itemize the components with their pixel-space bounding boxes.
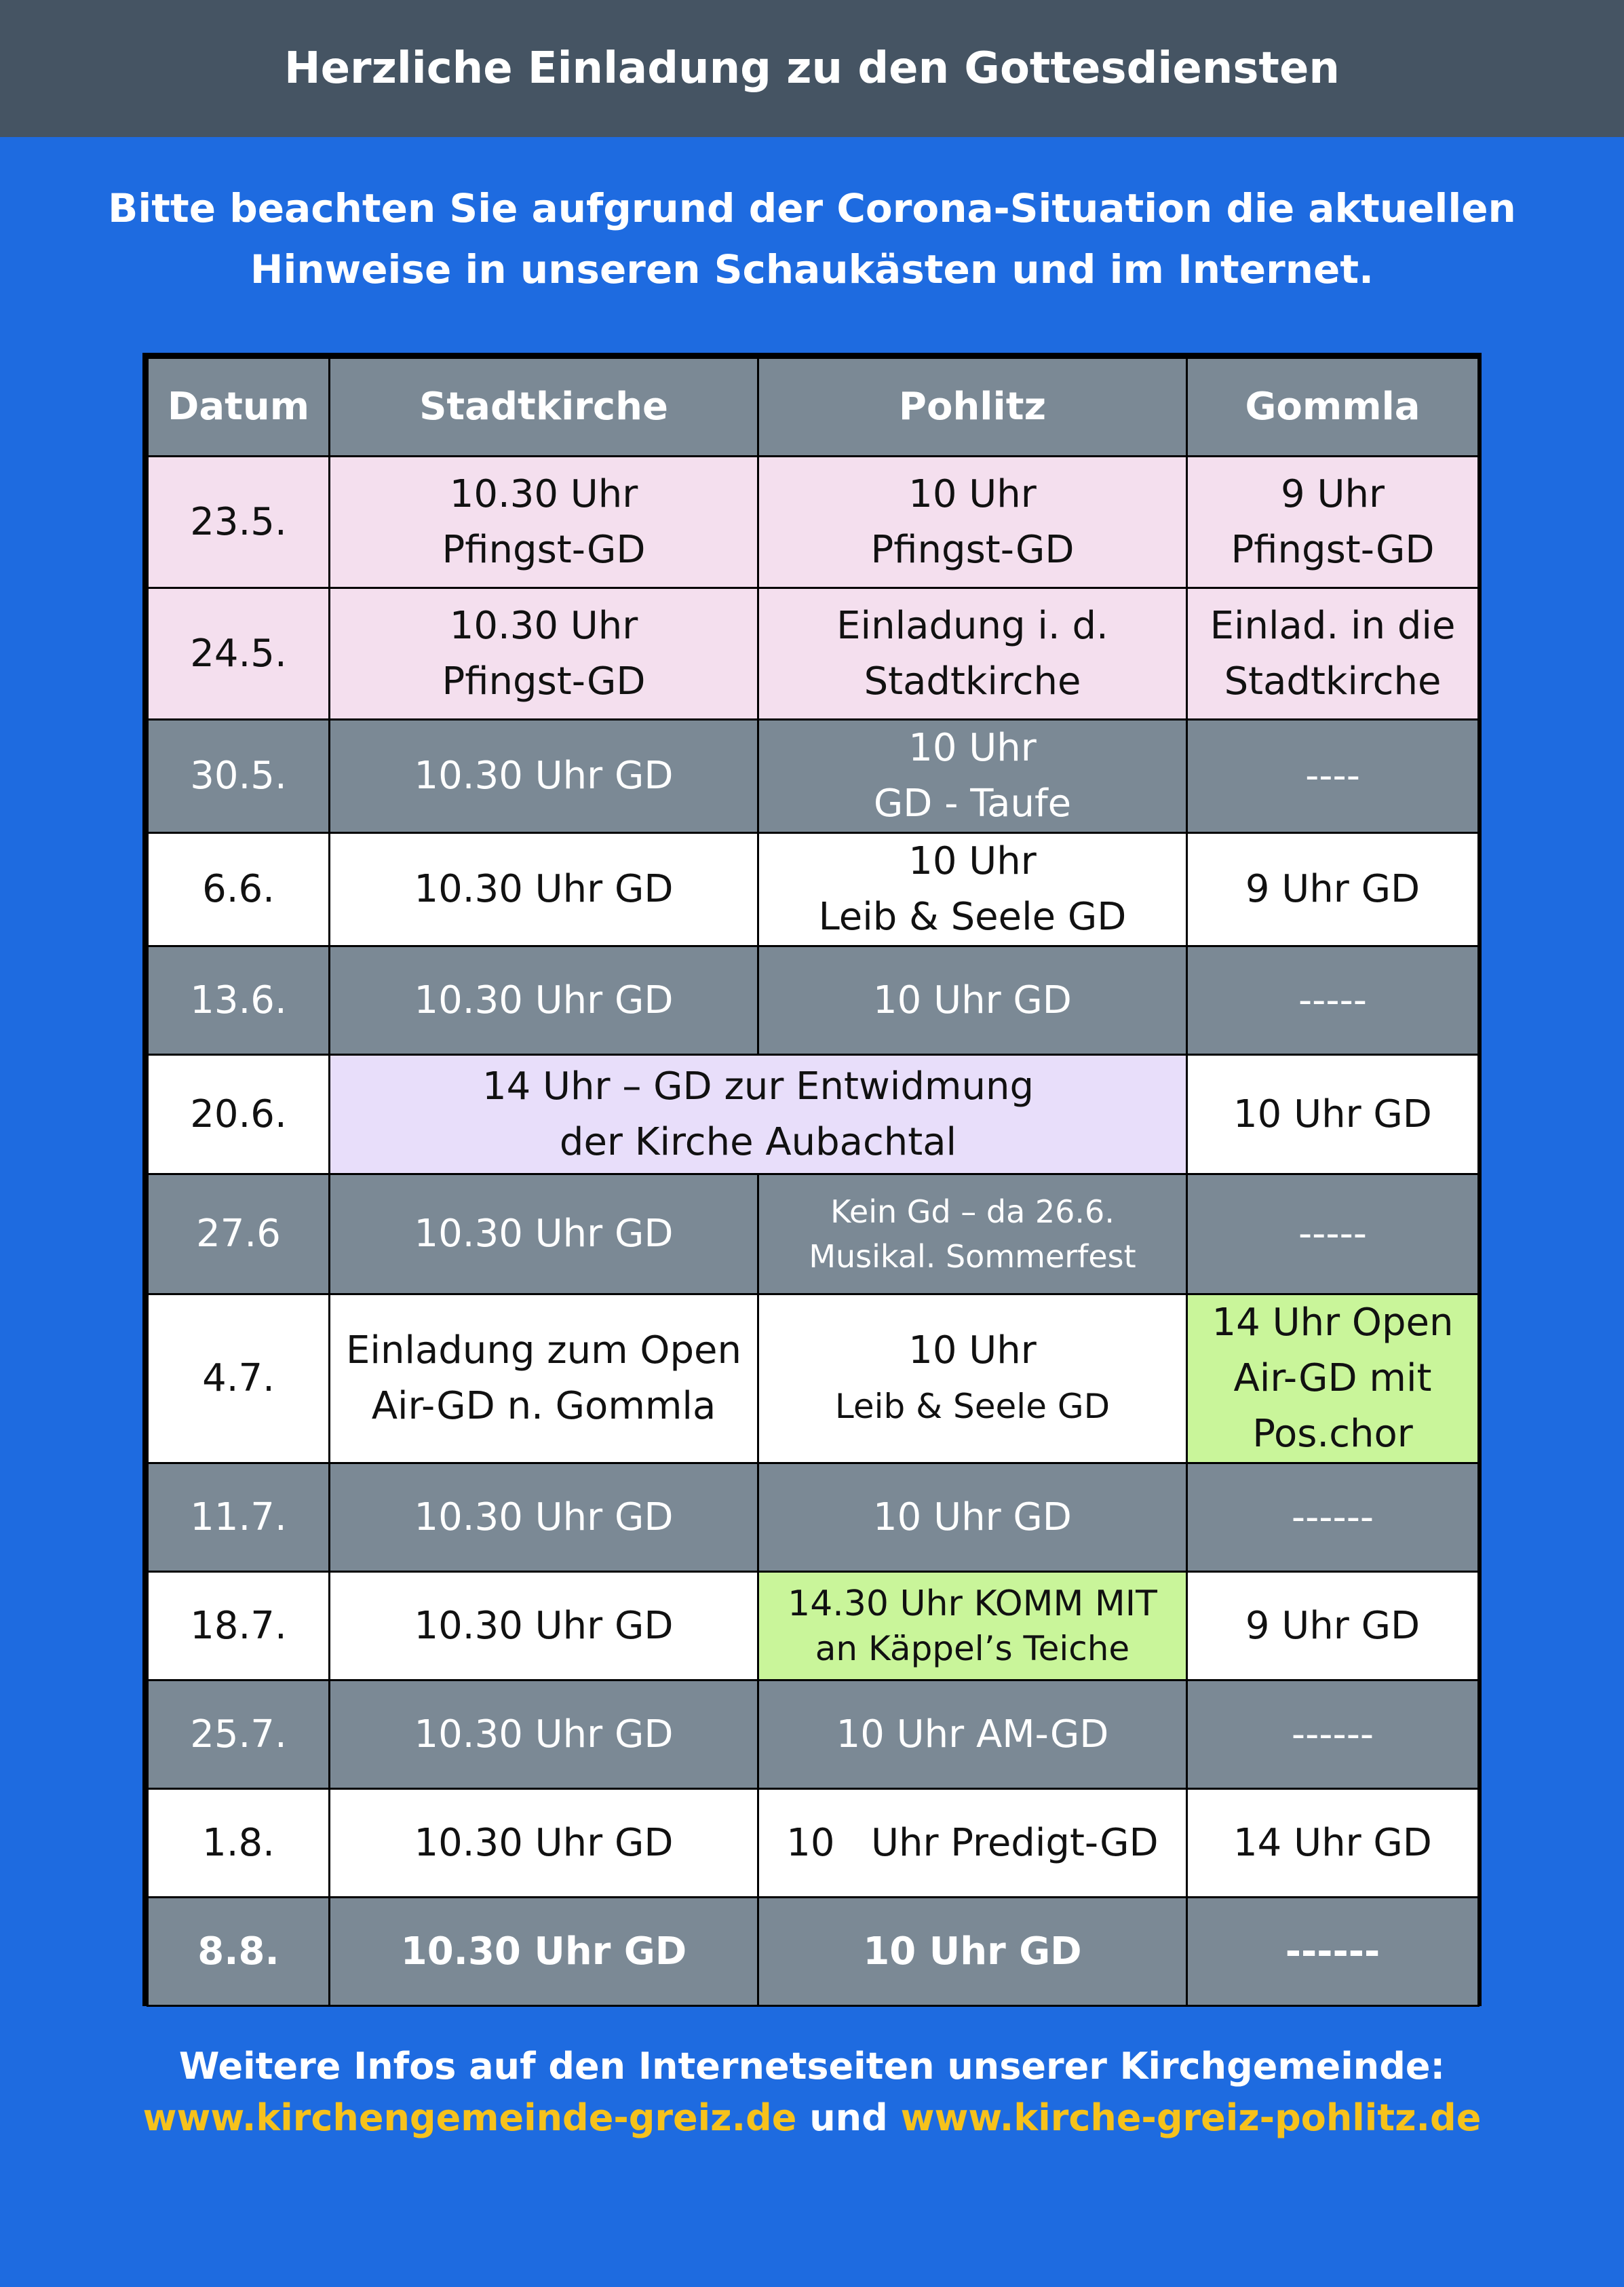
notice-line-2: Hinweise in unseren Schaukästen und im Internet. [250,246,1374,292]
cell-line: Einladung zum Open [346,1328,741,1372]
cell-date: 18.7. [148,1572,330,1680]
cell-stadtkirche [330,1898,758,2006]
footer-info [0,2041,1624,2144]
cell-line: 10 Uhr GD [863,1929,1082,1974]
table-row [148,1898,1479,2006]
table-row [148,946,1479,1055]
table-row [148,1680,1479,1789]
cell-line: ----- [1298,978,1368,1022]
cell-line: 10 Uhr AM-GD [836,1712,1109,1756]
cell-line: 10 Uhr GD [1233,1092,1432,1136]
cell-date: 27.6 [148,1174,330,1294]
cell-line: Air-GD n. Gommla [371,1384,716,1428]
cell-gommla [1187,1898,1479,2006]
cell-line: Stadtkirche [864,659,1081,704]
cell-line: ------ [1291,1712,1374,1756]
cell-line: Pfingst-GD [1231,527,1435,572]
cell-gommla [1187,1294,1479,1463]
cell-stadtkirche [330,946,758,1055]
table-row [148,1174,1479,1294]
cell-stadtkirche [330,588,758,720]
service-schedule-table [142,353,1482,2006]
cell-gommla [1187,946,1479,1055]
cell-line: Stadtkirche [1224,659,1442,704]
cell-line: 10.30 Uhr GD [414,1495,674,1539]
cell-line: Einladung i. d. [836,603,1108,648]
cell-line: Kein Gd – da 26.6. [830,1193,1115,1230]
table-row [148,1572,1479,1680]
cell-line: 9 Uhr [1281,472,1385,516]
cell-stadtkirche [330,1294,758,1463]
cell-line: Pos.chor [1252,1412,1413,1456]
cell-date: 11.7. [148,1463,330,1572]
cell-line: ----- [1298,1212,1368,1256]
cell-line: 9 Uhr GD [1245,867,1420,911]
cell-stadtkirche [330,720,758,833]
cell-line: Leib & Seele GD [818,895,1127,939]
cell-pohlitz [758,1463,1187,1572]
footer-join-word: und [809,2096,888,2139]
cell-line: 10 Uhr [908,726,1037,770]
cell-gommla [1187,1055,1479,1174]
cell-stadtkirche [330,1463,758,1572]
cell-date: 25.7. [148,1680,330,1789]
cell-gommla [1187,720,1479,833]
footer-links [0,2092,1624,2144]
table-row [148,1789,1479,1898]
cell-date: 6.6. [148,833,330,946]
cell-gommla [1187,1572,1479,1680]
cell-line: ---- [1305,754,1360,798]
cell-line: 10 Uhr [908,1328,1037,1372]
cell-date: 20.6. [148,1055,330,1174]
cell-pohlitz [758,1294,1187,1463]
cell-gommla [1187,588,1479,720]
cell-line: 14 Uhr – GD zur Entwidmung [482,1064,1034,1109]
cell-pohlitz [758,1789,1187,1898]
cell-line: Pfingst-GD [870,527,1075,572]
cell-date: 13.6. [148,946,330,1055]
cell-line: 10 Uhr GD [873,978,1072,1022]
cell-stadtkirche [330,1789,758,1898]
cell-line: 10.30 Uhr GD [400,1929,687,1974]
cell-line: 10.30 Uhr GD [414,1212,674,1256]
cell-line: 14.30 Uhr KOMM MIT [788,1583,1157,1624]
cell-stadtkirche [330,1680,758,1789]
cell-line: Air-GD mit [1233,1356,1432,1400]
footer-text: Weitere Infos auf den Internetseiten unserer Kirchgemeinde: [178,2045,1446,2088]
page-title: Herzliche Einladung zu den Gottesdiensten [284,43,1340,94]
table-row [148,457,1479,588]
column-header-datum: Datum [148,358,330,457]
cell-gommla [1187,1789,1479,1898]
cell-line: GD - Taufe [873,782,1072,826]
cell-merged-stadtkirche-pohlitz [330,1055,1187,1174]
cell-line: 10.30 Uhr GD [414,978,674,1022]
cell-pohlitz [758,1898,1187,2006]
top-banner [0,0,1624,137]
column-header-pohlitz: Pohlitz [758,358,1187,457]
cell-stadtkirche [330,457,758,588]
cell-line: 10.30 Uhr GD [414,1712,674,1756]
cell-pohlitz [758,833,1187,946]
cell-line: 9 Uhr GD [1245,1603,1420,1648]
cell-date: 1.8. [148,1789,330,1898]
column-header-gommla: Gommla [1187,358,1479,457]
cell-stadtkirche [330,1174,758,1294]
cell-line: Musikal. Sommerfest [809,1238,1136,1275]
cell-gommla [1187,833,1479,946]
cell-line: Einlad. in die [1210,603,1456,648]
cell-date: 24.5. [148,588,330,720]
table-row [148,1055,1479,1174]
cell-gommla [1187,1174,1479,1294]
notice-line-1: Bitte beachten Sie aufgrund der Corona-Situation die aktuellen [108,185,1516,231]
table-header-row [148,358,1479,457]
table-row [148,588,1479,720]
website-link-kirchengemeinde[interactable]: www.kirchengemeinde-greiz.de [142,2096,797,2139]
cell-pohlitz [758,1572,1187,1680]
cell-pohlitz [758,1680,1187,1789]
corona-notice [0,178,1624,300]
cell-line: 10.30 Uhr [449,603,638,648]
column-header-stadtkirche: Stadtkirche [330,358,758,457]
cell-pohlitz [758,1174,1187,1294]
cell-line: 10.30 Uhr [449,472,638,516]
cell-pohlitz [758,457,1187,588]
table-row [148,720,1479,833]
cell-line: 10 Uhr GD [873,1495,1072,1539]
cell-pohlitz [758,588,1187,720]
cell-line: der Kirche Aubachtal [559,1119,957,1164]
cell-gommla [1187,1463,1479,1572]
cell-line: Leib & Seele GD [834,1387,1110,1426]
cell-date: 23.5. [148,457,330,588]
cell-date: 4.7. [148,1294,330,1463]
cell-line: an Käppel’s Teiche [815,1628,1130,1668]
cell-date: 30.5. [148,720,330,833]
cell-date: 8.8. [148,1898,330,2006]
cell-line: ------ [1291,1495,1374,1539]
cell-line: 10 Uhr [908,839,1037,883]
table-row [148,833,1479,946]
cell-line: 10 Uhr Predigt-GD [786,1820,1159,1865]
cell-line: 10.30 Uhr GD [414,1820,674,1865]
website-link-pohlitz[interactable]: www.kirche-greiz-pohlitz.de [900,2096,1482,2139]
cell-line: ------ [1285,1929,1380,1974]
cell-line: Pfingst-GD [442,659,646,704]
table-row [148,1463,1479,1572]
cell-line: 10.30 Uhr GD [414,867,674,911]
table-row [148,1294,1479,1463]
cell-line: Pfingst-GD [442,527,646,572]
cell-line: 10.30 Uhr GD [414,754,674,798]
cell-gommla [1187,1680,1479,1789]
cell-stadtkirche [330,1572,758,1680]
cell-line: 10 Uhr [908,472,1037,516]
cell-pohlitz [758,720,1187,833]
cell-gommla [1187,457,1479,588]
cell-stadtkirche [330,833,758,946]
cell-line: 14 Uhr Open [1212,1301,1454,1345]
cell-line: 14 Uhr GD [1233,1820,1432,1865]
cell-pohlitz [758,946,1187,1055]
cell-line: 10.30 Uhr GD [414,1603,674,1648]
